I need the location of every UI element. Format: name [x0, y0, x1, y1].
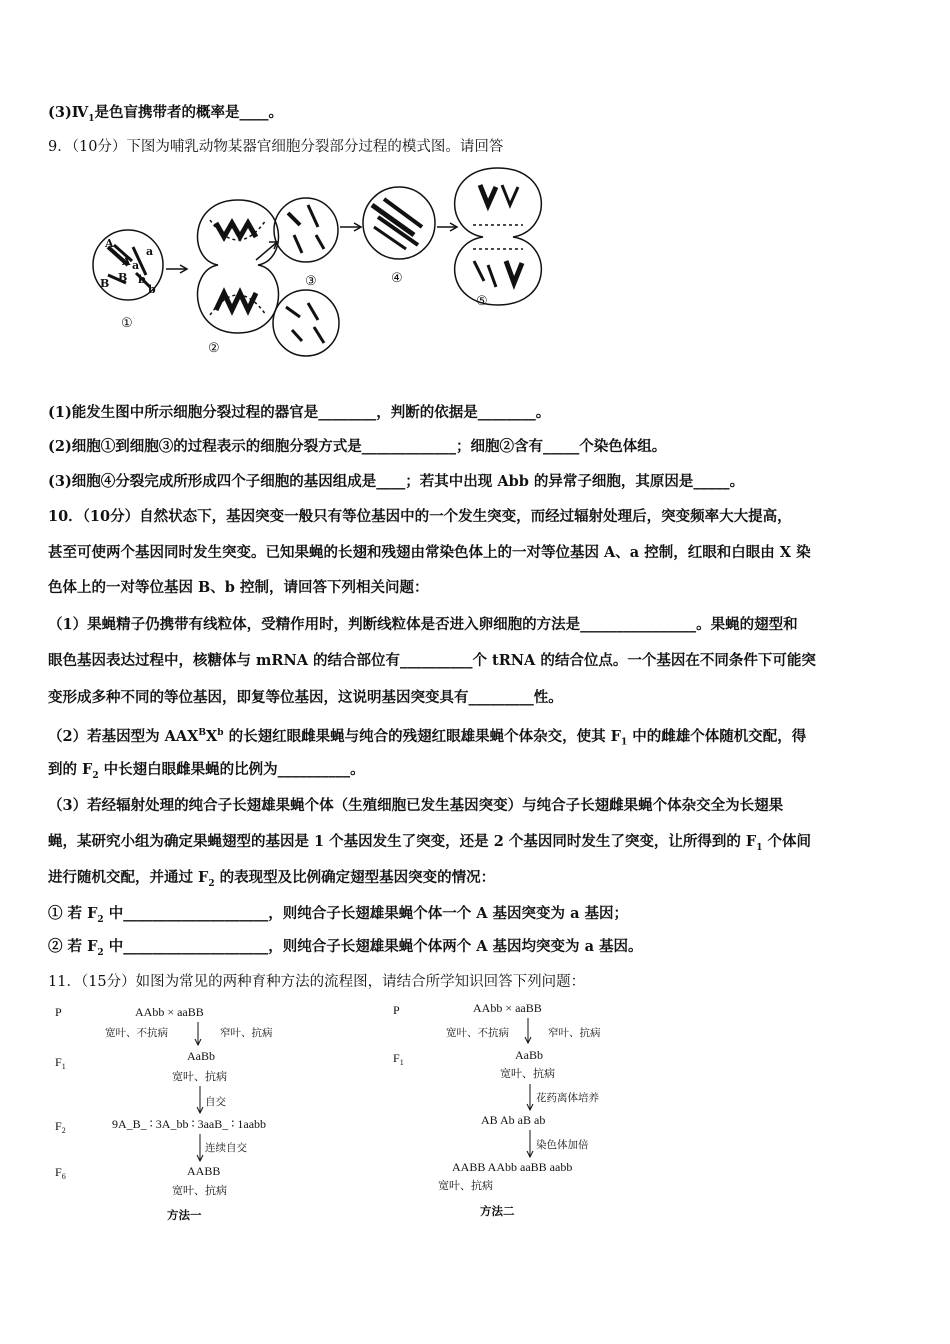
q9-part1: (1)能发生图中所示细胞分裂过程的器官是________，判断的依据是________。: [48, 404, 551, 421]
m1-caption: 方法一: [167, 1210, 202, 1222]
m1-step2: 连续自交: [205, 1143, 247, 1154]
q9-part2: (2)细胞①到细胞③的过程表示的细胞分裂方式是_____________；细胞②含有_____个染色体组。: [48, 438, 667, 455]
cell-2: [198, 200, 279, 333]
m2-caption: 方法二: [480, 1206, 515, 1218]
m1-label-f2: F: [55, 1119, 62, 1133]
m1-f2-ratio: 9A_B_ ∶ 3A_bb ∶ 3aaB_ ∶ 1aabb: [112, 1117, 267, 1131]
q10-line7: （2）若基因型为 $AAX^BX^b$ 的长翅红眼雌果蝇与纯合的残翅红眼雄果蝇个体杂交，使其 $F_1$ 中的雌雄个体随机交配，得: [48, 727, 807, 748]
q10-line11: 进行随机交配，并通过 $F_2$ 的表现型及比例确定翅型基因突变的情况：: [48, 869, 496, 889]
m1-f1-pheno: 宽叶、抗病: [172, 1071, 227, 1083]
q10-line4: （1）果蝇精子仍携带有线粒体，受精作用时，判断线粒体是否进入卵细胞的方法是________________。果蝇的翅型和: [48, 616, 798, 633]
q10-line2: 甚至可使两个基因同时发生突变。已知果蝇的长翅和残翅由常染色体上的一对等位基因 A、a 控制，红眼和白眼由 X 染: [48, 544, 811, 561]
m2-f1-pheno: 宽叶、抗病: [500, 1068, 555, 1080]
m2-parent-trait2: 窄叶、抗病: [548, 1028, 601, 1039]
q8-part3: $(3)Ⅳ_1$是色盲携带者的概率是____。: [48, 104, 284, 124]
m1-label-f6: F: [55, 1165, 62, 1179]
m1-parents: AAbb × aaBB: [135, 1005, 204, 1019]
m2-result-pheno: 宽叶、抗病: [438, 1180, 493, 1192]
cell-3b: [273, 290, 339, 356]
cell-3: [274, 198, 338, 262]
cell-label-5: ⑤: [476, 294, 488, 309]
m1-label-f1: F: [55, 1055, 62, 1069]
q10-line9: （3）若经辐射处理的纯合子长翅雄果蝇个体（生殖细胞已发生基因突变）与纯合子长翅雌果蝇个体杂交全为长翅果: [48, 797, 784, 814]
m2-f1-geno: AaBb: [515, 1048, 543, 1062]
svg-text:F6: $F_6$: [55, 1165, 66, 1181]
q10-line10: 蝇，某研究小组为确定果蝇翅型的基因是 1 个基因发生了突变，还是 2 个基因同时发生了突变，让所得到的 $F_1$ 个体间: [48, 833, 812, 853]
cell-label-3: ③: [305, 274, 317, 289]
svg-text:F2: $F_2$: [55, 1119, 66, 1135]
m2-result: AABB AAbb aaBB aabb: [452, 1160, 573, 1174]
m2-parent-trait1: 宽叶、不抗病: [446, 1028, 509, 1039]
svg-text:F1: $F_1$: [393, 1051, 404, 1067]
gene-A: A: [105, 237, 114, 250]
q10-line12: ① 若 $F_2$ 中____________________，则纯合子长翅雄果蝇个体一个 A 基因突变为 a 基因；: [48, 905, 629, 925]
m1-label-p: P: [55, 1005, 62, 1019]
cell-label-1: ①: [121, 316, 133, 331]
m1-parent-trait2: 窄叶、抗病: [220, 1028, 273, 1039]
breeding-method-2: [388, 996, 678, 1226]
m2-label-f1: F: [393, 1051, 400, 1065]
q10-line5: 眼色基因表达过程中，核糖体与 mRNA 的结合部位有__________个 tRNA 的结合位点。一个基因在不同条件下可能突: [48, 652, 816, 669]
cell-division-diagram: [88, 165, 558, 365]
q10-line1: 10．（10分）自然状态下，基因突变一般只有等位基因中的一个发生突变，而经过辐射处理后，突变频率大大提高，: [48, 508, 792, 525]
gene-B: B: [118, 271, 128, 284]
q11-header: 11．（15分）如图为常见的两种育种方法的流程图，请结合所学知识回答下列问题：: [48, 974, 586, 990]
q10-line6: 变形成多种不同的等位基因，即复等位基因，这说明基因突变具有_________性。: [48, 689, 563, 706]
m2-label-p: P: [393, 1003, 400, 1017]
q10-line8: 到的 $F_2$ 中长翅白眼雌果蝇的比例为__________。: [48, 761, 365, 781]
gene-a1: a: [146, 245, 154, 258]
q9-header: 9．（10分）下图为哺乳动物某器官细胞分裂部分过程的模式图。请回答: [48, 139, 504, 155]
m1-f6-geno: AABB: [187, 1164, 221, 1178]
gene-B2: B: [100, 277, 110, 290]
cell-label-4: ④: [391, 271, 403, 286]
breeding-method-1: [50, 998, 340, 1228]
m2-step2: 染色体加倍: [536, 1140, 589, 1151]
q10-line3: 色体上的一对等位基因 B、b 控制，请回答下列相关问题：: [48, 579, 429, 596]
gene-b1: b: [138, 273, 146, 286]
svg-text:F1: $F_1$: [55, 1055, 66, 1071]
m2-step1: 花药离体培养: [536, 1093, 599, 1104]
gene-b2: b: [148, 283, 156, 296]
m1-f1-geno: AaBb: [187, 1049, 215, 1063]
m1-f6-pheno: 宽叶、抗病: [172, 1185, 227, 1197]
gene-A2: A: [122, 255, 131, 268]
m2-parents: AAbb × aaBB: [473, 1001, 542, 1015]
m1-step1: 自交: [205, 1097, 226, 1108]
m1-parent-trait1: 宽叶、不抗病: [105, 1028, 168, 1039]
cell-label-2: ②: [208, 341, 220, 356]
q10-line13: ② 若 $F_2$ 中____________________，则纯合子长翅雄果蝇个体两个 A 基因均突变为 a 基因。: [48, 938, 643, 958]
gene-a2: a: [132, 259, 140, 272]
q9-part3: (3)细胞④分裂完成所形成四个子细胞的基因组成是____；若其中出现 Abb 的异常子细胞，其原因是_____。: [48, 473, 745, 490]
m2-gametes: AB Ab aB ab: [481, 1113, 546, 1127]
